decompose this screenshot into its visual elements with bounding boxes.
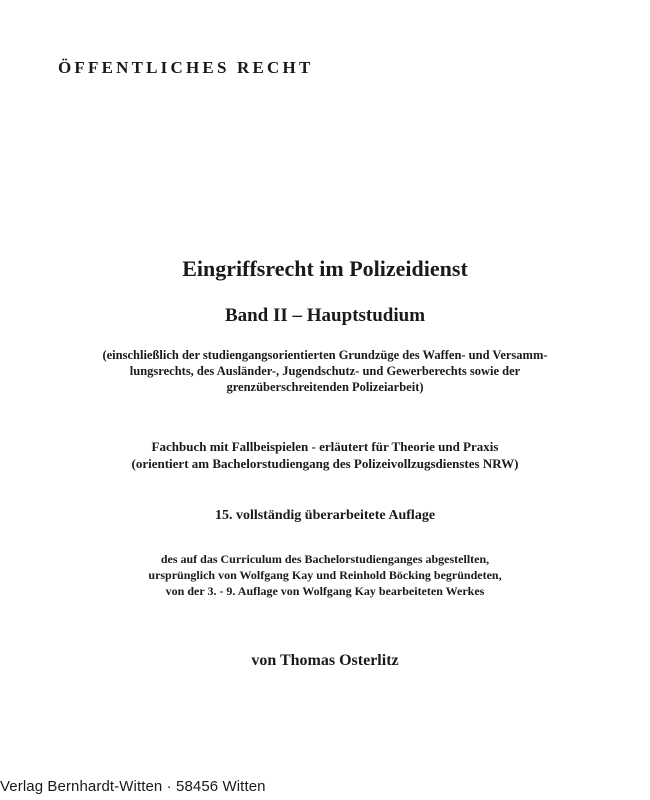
series-heading: ÖFFENTLICHES RECHT <box>58 58 314 77</box>
origin-line: von der 3. - 9. Auflage von Wolfgang Kay bearbeiteten Werkes <box>165 584 485 598</box>
book-title: Eingriffsrecht im Polizeidienst <box>182 256 468 281</box>
scope-note <box>0 347 650 395</box>
publisher-line: Verlag Bernhardt-Witten · 58456 Witten <box>0 778 266 795</box>
origin-line: ursprünglich von Wolfgang Kay und Reinhold Böcking begründeten, <box>148 568 502 582</box>
origin-line: des auf das Curriculum des Bachelorstudienganges abgestellten, <box>160 552 490 566</box>
volume-subtitle: Band II – Hauptstudium <box>224 305 426 326</box>
scope-line: grenzüberschreitenden Polizeiarbeit) <box>226 380 424 394</box>
scope-line: (einschließlich der studiengangsorientierten Grundzüge des Waffen- und Versamm- <box>102 348 548 362</box>
scope-line: lungsrechts, des Ausländer-, Jugendschutz- und Gewerberechts sowie der <box>129 364 521 378</box>
book-description <box>0 438 650 472</box>
description-line: (orientiert am Bachelorstudiengang des Polizeivollzugsdienstes NRW) <box>131 456 519 471</box>
author-line: von Thomas Osterlitz <box>251 652 399 669</box>
origin-note <box>0 551 650 599</box>
description-line: Fachbuch mit Fallbeispielen - erläutert für Theorie und Praxis <box>151 439 499 454</box>
edition-statement: 15. vollständig überarbeitete Auflage <box>214 508 436 523</box>
